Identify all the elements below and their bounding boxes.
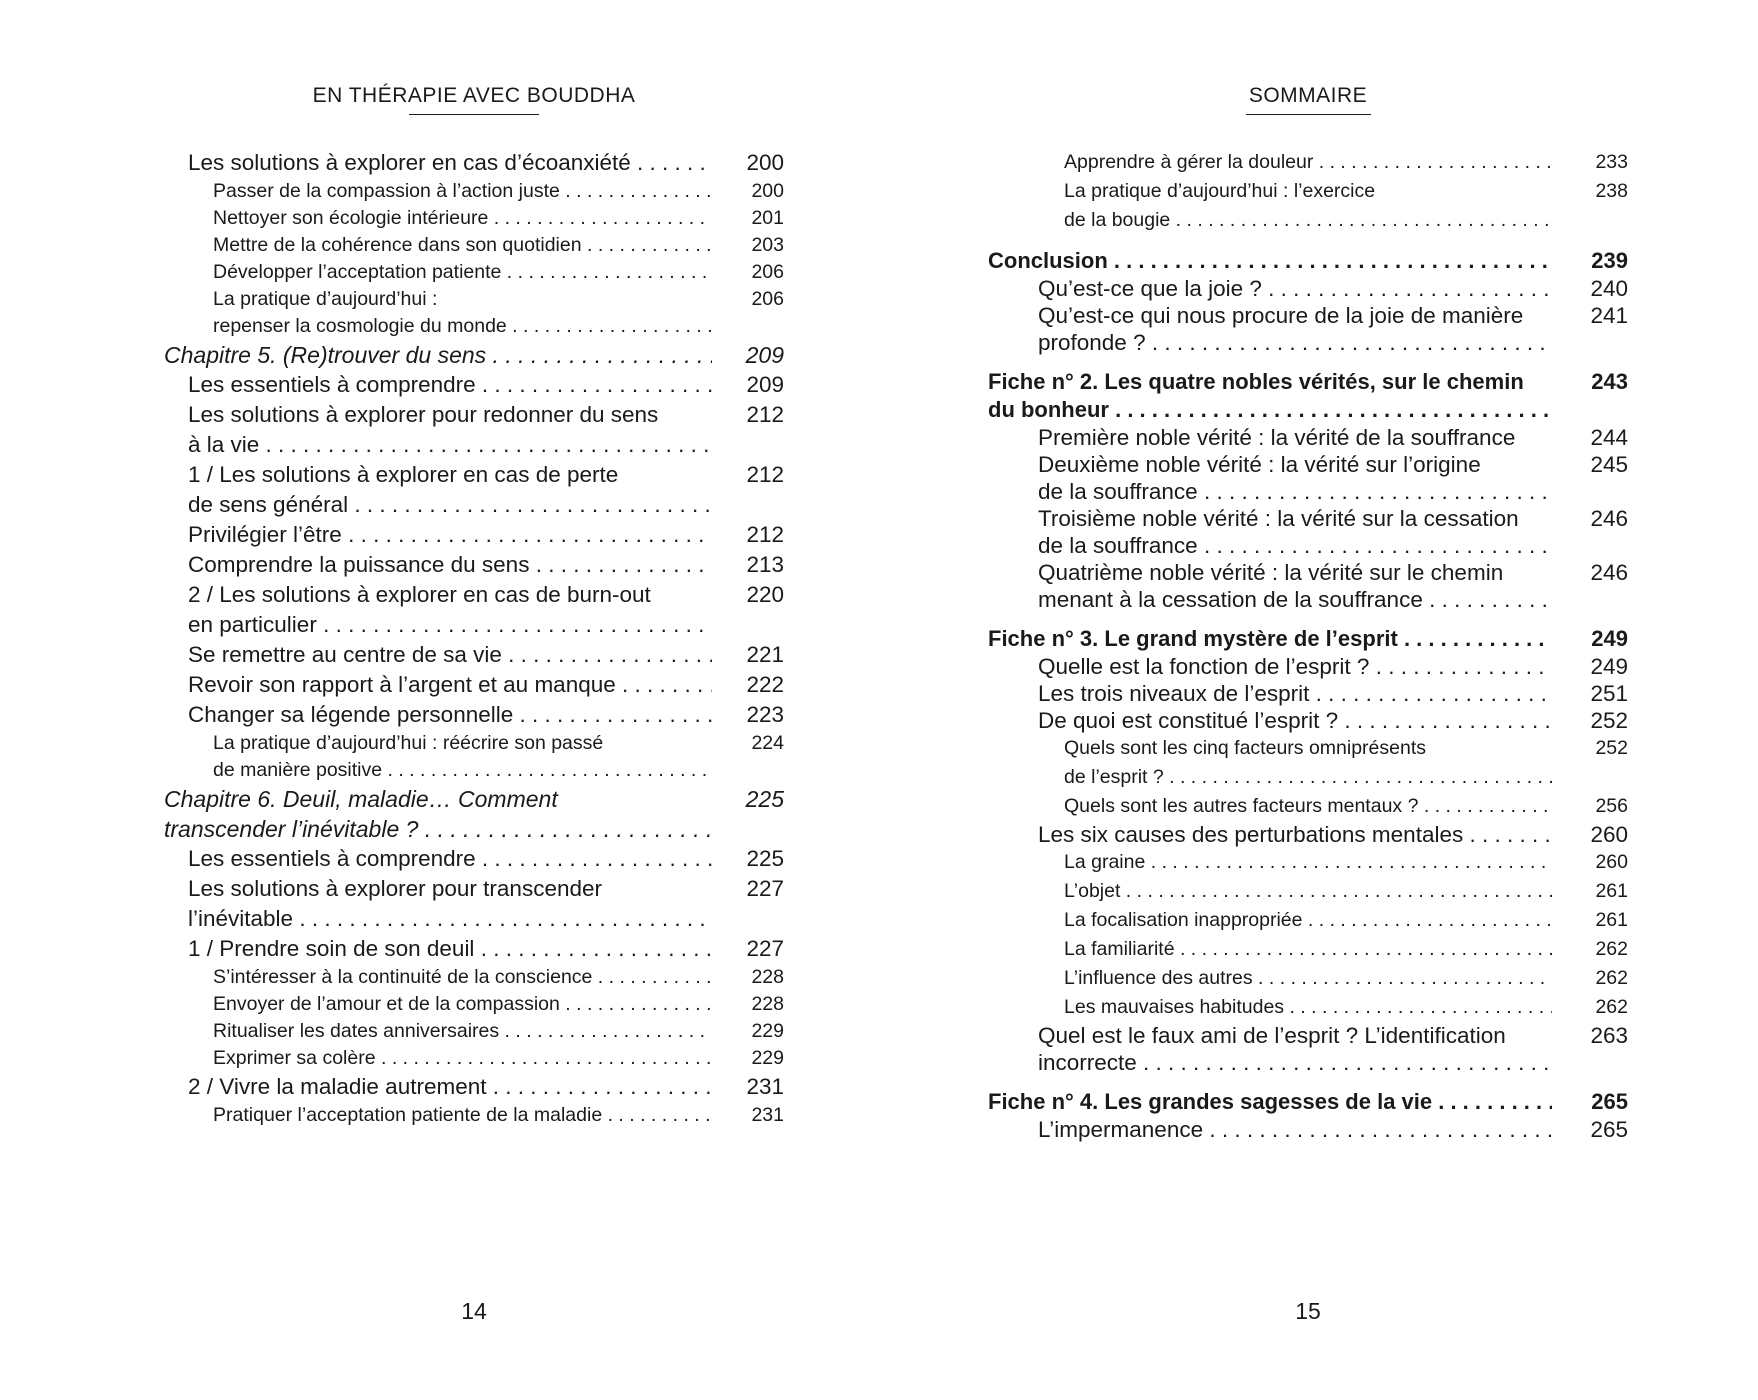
toc-entry-title — [1064, 734, 1552, 792]
toc-entry[interactable] — [988, 792, 1628, 821]
toc-entry[interactable] — [988, 877, 1628, 906]
toc-entry-page: 251 — [1590, 681, 1628, 706]
toc-entry-page: 206 — [751, 261, 784, 283]
toc-entry-title: Ritualiser les dates anniversaires . . . — [213, 1018, 712, 1045]
toc-entry[interactable] — [164, 148, 784, 178]
toc-entry-page: 252 — [1595, 737, 1628, 759]
toc-entry-line: à la vie . . . — [188, 430, 712, 460]
toc-entry[interactable] — [988, 302, 1628, 356]
toc-entry-page: 227 — [746, 876, 784, 901]
toc-entry-title: Conclusion . . . — [988, 247, 1552, 275]
toc-entry-page: 229 — [751, 1047, 784, 1069]
toc-entry[interactable] — [164, 580, 784, 640]
toc-entry-line: en particulier . . . — [188, 610, 712, 640]
toc-entry-title: Revoir son rapport à l’argent et au manque . . . — [188, 670, 712, 700]
toc-entry-title: Qu’est-ce que la joie ? . . . — [1038, 275, 1552, 302]
toc-entry-page: 209 — [746, 372, 784, 397]
toc-entry-line: Deuxième noble vérité : la vérité sur l’origine — [1038, 452, 1481, 477]
toc-entry[interactable] — [164, 178, 784, 205]
toc-entry-title — [188, 400, 712, 460]
toc-entry-title: Développer l’acceptation patiente . . . — [213, 259, 712, 286]
toc-entry[interactable] — [988, 625, 1628, 653]
toc-entry[interactable] — [988, 680, 1628, 707]
toc-entry[interactable] — [164, 784, 784, 844]
toc-entry-page: 246 — [1590, 506, 1628, 531]
toc-entry-title: Les essentiels à comprendre . . . — [188, 370, 712, 400]
toc-entry[interactable] — [988, 653, 1628, 680]
toc-entry-page: 206 — [751, 288, 784, 310]
running-head-text: EN THÉRAPIE AVEC BOUDDHA — [312, 84, 636, 107]
toc-left — [164, 148, 784, 1129]
section-gap — [988, 1076, 1628, 1088]
toc-entry-title: Fiche n° 4. Les grandes sagesses de la vie . . . — [988, 1088, 1552, 1116]
toc-entry-title: Les trois niveaux de l’esprit . . . — [1038, 680, 1552, 707]
toc-entry-title: Passer de la compassion à l’action juste . . . — [213, 178, 712, 205]
left-page — [164, 0, 784, 1400]
toc-entry-title: Quels sont les autres facteurs mentaux ? . . . — [1064, 792, 1552, 821]
running-head-text: SOMMAIRE — [1248, 84, 1368, 107]
toc-entry-page: 238 — [1595, 180, 1628, 202]
toc-entry-page: 201 — [751, 207, 784, 229]
toc-entry[interactable] — [988, 177, 1628, 235]
toc-entry-title — [1038, 451, 1552, 505]
toc-entry[interactable] — [988, 247, 1628, 275]
toc-entry-page: 221 — [746, 642, 784, 667]
toc-entry[interactable] — [164, 670, 784, 700]
toc-entry[interactable] — [988, 1116, 1628, 1143]
toc-entry-line: de l’esprit ? . . . — [1064, 763, 1552, 792]
toc-entry[interactable] — [988, 906, 1628, 935]
toc-entry[interactable] — [988, 848, 1628, 877]
toc-entry-page: 220 — [746, 582, 784, 607]
toc-entry[interactable] — [988, 148, 1628, 177]
toc-entry[interactable] — [988, 821, 1628, 848]
section-gap — [988, 613, 1628, 625]
toc-entry[interactable] — [164, 730, 784, 784]
toc-entry-line: de sens général . . . — [188, 490, 712, 520]
toc-entry-title — [988, 368, 1552, 424]
toc-entry[interactable] — [988, 1088, 1628, 1116]
toc-entry-title: Privilégier l’être . . . — [188, 520, 712, 550]
toc-entry[interactable] — [164, 205, 784, 232]
toc-entry-line: Quels sont les cinq facteurs omniprésents — [1064, 737, 1427, 759]
running-head-rule — [409, 114, 539, 115]
toc-entry-page: 231 — [751, 1104, 784, 1126]
toc-entry-page: 265 — [1591, 1089, 1628, 1114]
toc-entry-title: Les six causes des perturbations mentales . . . — [1038, 821, 1552, 848]
page-number-left: 14 — [461, 1298, 487, 1324]
toc-entry-line: La pratique d’aujourd’hui : réécrire son passé — [213, 732, 604, 754]
toc-entry-line: Les solutions à explorer pour redonner du sens — [188, 402, 659, 427]
toc-entry[interactable] — [164, 550, 784, 580]
toc-entry-page: 224 — [751, 732, 784, 754]
toc-entry[interactable] — [988, 707, 1628, 734]
toc-entry-title: Les essentiels à comprendre . . . — [188, 844, 712, 874]
running-head-right — [988, 84, 1628, 115]
toc-right — [988, 148, 1628, 1143]
toc-entry-title: Première noble vérité : la vérité de la souffrance — [1038, 425, 1516, 450]
toc-entry-line: La pratique d’aujourd’hui : — [213, 288, 438, 310]
toc-entry-line: de la souffrance . . . — [1038, 478, 1552, 505]
toc-entry-page: 260 — [1595, 851, 1628, 873]
toc-entry[interactable] — [164, 1045, 784, 1072]
toc-entry-title — [188, 874, 712, 934]
section-gap — [988, 235, 1628, 247]
toc-entry-page: 222 — [746, 672, 784, 697]
toc-entry-line: Qu’est-ce qui nous procure de la joie de manière — [1038, 303, 1524, 328]
toc-entry[interactable] — [164, 934, 784, 964]
toc-entry-page: 229 — [751, 1020, 784, 1042]
toc-entry-line: profonde ? . . . — [1038, 329, 1552, 356]
toc-entry-page: 212 — [746, 522, 784, 547]
toc-entry-title: Se remettre au centre de sa vie . . . — [188, 640, 712, 670]
toc-entry[interactable] — [164, 370, 784, 400]
toc-entry-line: de la bougie . . . — [1064, 206, 1552, 235]
toc-entry-line: Troisième noble vérité : la vérité sur la cessation — [1038, 506, 1519, 531]
toc-entry[interactable] — [988, 734, 1628, 792]
toc-entry-page: 200 — [746, 150, 784, 175]
toc-entry-page: 261 — [1595, 880, 1628, 902]
toc-entry[interactable] — [988, 993, 1628, 1022]
toc-entry[interactable] — [164, 340, 784, 370]
toc-entry-title: S’intéresser à la continuité de la conscience . . . — [213, 964, 712, 991]
toc-entry[interactable] — [988, 1022, 1628, 1076]
toc-entry-line: La pratique d’aujourd’hui : l’exercice — [1064, 180, 1376, 202]
toc-entry[interactable] — [988, 275, 1628, 302]
toc-entry-title: La familiarité . . . — [1064, 935, 1552, 964]
toc-entry-line: menant à la cessation de la souffrance . . . — [1038, 586, 1552, 613]
toc-entry-title: Chapitre 5. (Re)trouver du sens . . . — [164, 340, 712, 370]
toc-entry-line: Quatrième noble vérité : la vérité sur le chemin — [1038, 560, 1504, 585]
toc-entry-line: Quel est le faux ami de l’esprit ? L’identification — [1038, 1023, 1506, 1048]
toc-entry-title: La graine . . . — [1064, 848, 1552, 877]
right-page — [988, 0, 1628, 1400]
toc-entry-page: 249 — [1590, 654, 1628, 679]
toc-entry-title: 1 / Prendre soin de son deuil . . . — [188, 934, 712, 964]
toc-entry-page: 209 — [745, 342, 784, 368]
toc-entry-title: 2 / Vivre la maladie autrement . . . — [188, 1072, 712, 1102]
toc-entry-page: 212 — [746, 402, 784, 427]
toc-entry-line: de la souffrance . . . — [1038, 532, 1552, 559]
toc-entry-title: Les mauvaises habitudes . . . — [1064, 993, 1552, 1022]
toc-entry-page: 213 — [746, 552, 784, 577]
toc-entry[interactable] — [164, 460, 784, 520]
toc-entry-page: 263 — [1590, 1023, 1628, 1048]
toc-entry-title: Fiche n° 3. Le grand mystère de l’esprit . . . — [988, 625, 1552, 653]
toc-entry-title — [1038, 1022, 1552, 1076]
toc-entry[interactable] — [988, 451, 1628, 505]
toc-entry[interactable] — [164, 1072, 784, 1102]
toc-entry-page: 228 — [751, 966, 784, 988]
toc-entry-line: 2 / Les solutions à explorer en cas de burn-out — [188, 582, 651, 607]
toc-entry[interactable] — [988, 424, 1628, 451]
toc-entry-page: 244 — [1590, 425, 1628, 450]
toc-entry-page: 233 — [1595, 151, 1628, 173]
toc-entry-page: 252 — [1590, 708, 1628, 733]
toc-entry-page: 262 — [1595, 967, 1628, 989]
toc-entry-title: Les solutions à explorer en cas d’écoanxiété . . . — [188, 148, 712, 178]
toc-entry-title — [1064, 177, 1552, 235]
toc-entry-page: 241 — [1590, 303, 1628, 328]
toc-entry[interactable] — [164, 259, 784, 286]
toc-entry-page: 243 — [1591, 369, 1628, 394]
toc-entry[interactable] — [164, 520, 784, 550]
toc-entry[interactable] — [164, 1018, 784, 1045]
toc-entry[interactable] — [164, 400, 784, 460]
toc-entry-page: 231 — [746, 1074, 784, 1099]
toc-entry-page: 225 — [746, 846, 784, 871]
toc-entry-title: Pratiquer l’acceptation patiente de la maladie . . . — [213, 1102, 712, 1129]
toc-entry[interactable] — [988, 935, 1628, 964]
toc-entry[interactable] — [164, 1102, 784, 1129]
toc-entry-title — [1038, 302, 1552, 356]
toc-entry-page: 212 — [746, 462, 784, 487]
toc-entry-page: 223 — [746, 702, 784, 727]
toc-entry-line: Chapitre 6. Deuil, maladie… Comment — [164, 786, 558, 812]
toc-entry-title: Changer sa légende personnelle . . . — [188, 700, 712, 730]
toc-entry-title — [188, 580, 712, 640]
toc-entry[interactable] — [164, 844, 784, 874]
toc-entry-title: La focalisation inappropriée . . . — [1064, 906, 1552, 935]
toc-entry-page: 246 — [1590, 560, 1628, 585]
toc-entry-page: 262 — [1595, 996, 1628, 1018]
toc-entry-line: repenser la cosmologie du monde . . . — [213, 313, 712, 340]
page-number-right: 15 — [1295, 1298, 1321, 1324]
toc-entry[interactable] — [988, 559, 1628, 613]
toc-entry-line: du bonheur . . . — [988, 396, 1552, 424]
section-gap — [988, 356, 1628, 368]
toc-entry-page: 227 — [746, 936, 784, 961]
toc-entry[interactable] — [164, 700, 784, 730]
toc-entry-line: l’inévitable . . . — [188, 904, 712, 934]
toc-entry-title: Comprendre la puissance du sens . . . — [188, 550, 712, 580]
toc-entry-title — [213, 286, 712, 340]
toc-entry-title: Apprendre à gérer la douleur . . . — [1064, 148, 1552, 177]
toc-entry-line: 1 / Les solutions à explorer en cas de perte — [188, 462, 619, 487]
toc-entry-title: Quelle est la fonction de l’esprit ? . . . — [1038, 653, 1552, 680]
toc-entry-line: transcender l’inévitable ? . . . — [164, 814, 712, 844]
toc-entry[interactable] — [988, 964, 1628, 993]
toc-entry-line: Les solutions à explorer pour transcender — [188, 876, 602, 901]
running-head-rule — [1246, 114, 1371, 115]
toc-entry-page: 245 — [1590, 452, 1628, 477]
toc-entry[interactable] — [164, 232, 784, 259]
toc-entry-page: 261 — [1595, 909, 1628, 931]
running-head-left — [164, 84, 784, 115]
toc-entry-title: Envoyer de l’amour et de la compassion . . . — [213, 991, 712, 1018]
toc-entry-page: 260 — [1590, 822, 1628, 847]
toc-entry-title — [1038, 505, 1552, 559]
toc-entry[interactable] — [164, 874, 784, 934]
toc-entry[interactable] — [988, 505, 1628, 559]
toc-entry-title: L’influence des autres . . . — [1064, 964, 1552, 993]
toc-entry[interactable] — [988, 368, 1628, 424]
toc-entry-line: Fiche n° 2. Les quatre nobles vérités, sur le chemin — [988, 369, 1524, 394]
toc-entry-page: 239 — [1591, 248, 1628, 273]
toc-entry-title: De quoi est constitué l’esprit ? . . . — [1038, 707, 1552, 734]
toc-entry-title: Mettre de la cohérence dans son quotidien . . . — [213, 232, 712, 259]
toc-entry-title: Exprimer sa colère . . . — [213, 1045, 712, 1072]
toc-entry-page: 240 — [1590, 276, 1628, 301]
toc-entry-page: 265 — [1590, 1117, 1628, 1142]
toc-entry-page: 256 — [1595, 795, 1628, 817]
toc-entry-title — [164, 784, 712, 844]
toc-entry-title — [213, 730, 712, 784]
toc-entry-title: L’impermanence . . . — [1038, 1116, 1552, 1143]
toc-entry-page: 203 — [751, 234, 784, 256]
toc-entry-page: 200 — [751, 180, 784, 202]
toc-entry[interactable] — [164, 640, 784, 670]
toc-entry-page: 228 — [751, 993, 784, 1015]
toc-entry[interactable] — [164, 964, 784, 991]
toc-entry-title: Nettoyer son écologie intérieure . . . — [213, 205, 712, 232]
toc-entry-page: 225 — [745, 786, 784, 812]
toc-entry-line: de manière positive . . . — [213, 757, 712, 784]
toc-entry-title — [1038, 559, 1552, 613]
toc-entry[interactable] — [164, 286, 784, 340]
toc-entry-title: L’objet . . . — [1064, 877, 1552, 906]
toc-entry[interactable] — [164, 991, 784, 1018]
toc-entry-page: 249 — [1591, 626, 1628, 651]
toc-entry-title — [188, 460, 712, 520]
toc-entry-line: incorrecte . . . — [1038, 1049, 1552, 1076]
toc-entry-page: 262 — [1595, 938, 1628, 960]
